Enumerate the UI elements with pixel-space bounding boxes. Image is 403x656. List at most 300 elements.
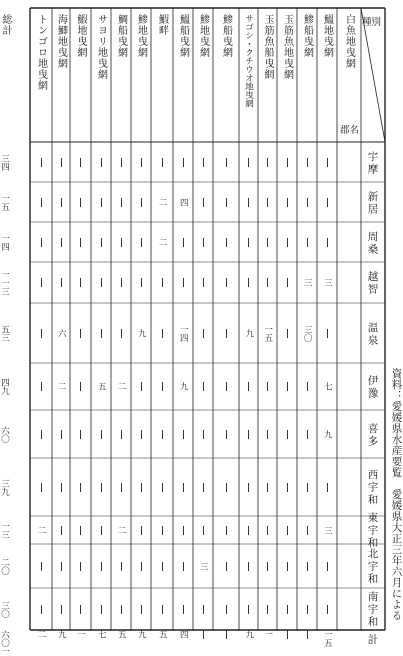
table-cell: [52, 458, 70, 516]
dash-mark: [203, 605, 204, 614]
dash-mark: [248, 382, 249, 391]
dash-mark: [203, 329, 204, 338]
dash-mark: [267, 430, 268, 439]
table-cell: [297, 458, 317, 516]
dash-mark: [226, 329, 227, 338]
table-cell: [258, 303, 277, 363]
table-cell: [91, 303, 111, 363]
table-cell: [258, 458, 277, 516]
dash-mark: [61, 483, 62, 492]
dash-mark: [183, 430, 184, 439]
dash-mark: [101, 483, 102, 492]
table-cell: [30, 458, 52, 516]
table-cell: [70, 410, 91, 458]
table-cell: [213, 410, 239, 458]
dash-mark: [327, 483, 328, 492]
table-cell: [30, 630, 52, 639]
dash-mark: [80, 430, 81, 439]
cell-value: 二: [56, 382, 67, 391]
dash-mark: [287, 430, 288, 439]
cell-value: 三: [322, 525, 333, 535]
table-cell: [70, 303, 91, 363]
cell-value: 七: [322, 382, 333, 391]
table-cell: [52, 142, 70, 182]
dash-mark: [141, 562, 142, 571]
table-cell: [131, 182, 151, 222]
table-cell: [111, 222, 131, 262]
dash-mark: [162, 526, 163, 535]
row-label: 北宇和: [366, 548, 379, 586]
table-cell: [297, 182, 317, 222]
table-cell: [131, 363, 151, 410]
dash-mark: [248, 483, 249, 492]
dash-mark: [307, 630, 308, 639]
table-cell: [131, 630, 151, 639]
dash-mark: [307, 483, 308, 492]
dash-mark: [203, 483, 204, 492]
table-cell: [213, 544, 239, 588]
dash-mark: [226, 526, 227, 535]
dash-mark: [248, 278, 249, 287]
row-label: 温泉: [366, 321, 379, 347]
column-header: 鯵地曳網: [135, 14, 147, 58]
dash-mark: [121, 605, 122, 614]
table-cell: [52, 544, 70, 588]
table-cell: [151, 544, 173, 588]
dash-mark: [121, 238, 122, 247]
dash-mark: [41, 198, 42, 207]
table-cell: [258, 142, 277, 182]
table-cell: [213, 588, 239, 630]
table-cell: [91, 142, 111, 182]
table-cell: [52, 588, 70, 630]
dash-mark: [248, 198, 249, 207]
table-cell: [239, 630, 258, 639]
dash-mark: [162, 605, 163, 614]
cell-value: 一四: [178, 324, 189, 342]
dash-mark: [287, 562, 288, 571]
dash-mark: [287, 329, 288, 338]
cell-value: 三九: [0, 478, 10, 496]
table-cell: [70, 182, 91, 222]
table-cell: [111, 516, 131, 544]
table-cell: [277, 630, 297, 639]
cell-value: 五: [157, 630, 168, 639]
dash-mark: [61, 238, 62, 247]
cell-value: 三: [198, 561, 209, 571]
dash-mark: [162, 329, 163, 338]
dash-mark: [80, 382, 81, 391]
dash-mark: [101, 430, 102, 439]
table-cell: [131, 222, 151, 262]
table-cell: [111, 303, 131, 363]
cell-value: 九: [243, 328, 254, 338]
table-cell: [193, 222, 213, 262]
table-cell: [0, 410, 9, 458]
table-cell: [70, 363, 91, 410]
table-cell: [193, 410, 213, 458]
cell-value: 三〇: [302, 324, 313, 342]
row-label: 宇摩: [366, 150, 379, 176]
dash-mark: [267, 158, 268, 167]
row-label: 新居: [366, 190, 379, 216]
cell-value: 三: [302, 278, 313, 287]
dash-mark: [287, 526, 288, 535]
table-cell: [91, 410, 111, 458]
table-cell: [131, 544, 151, 588]
dash-mark: [101, 562, 102, 571]
cell-value: 一四: [0, 233, 10, 251]
cell-value: 二: [116, 525, 127, 535]
table-cell: [317, 182, 337, 222]
table-cell: [239, 142, 258, 182]
table-cell: [0, 544, 9, 588]
table-cell: [91, 363, 111, 410]
dash-mark: [287, 238, 288, 247]
dash-mark: [80, 278, 81, 287]
dash-mark: [162, 278, 163, 287]
table-cell: [193, 458, 213, 516]
table-cell: [131, 262, 151, 303]
table-cell: [111, 363, 131, 410]
table-cell: [193, 303, 213, 363]
dash-mark: [307, 430, 308, 439]
table-cell: [213, 630, 239, 639]
dash-mark: [183, 278, 184, 287]
dash-mark: [121, 483, 122, 492]
dash-mark: [141, 238, 142, 247]
dash-mark: [226, 382, 227, 391]
dash-mark: [327, 198, 328, 207]
table-cell: [30, 544, 52, 588]
table-cell: [70, 588, 91, 630]
table-cell: [239, 410, 258, 458]
dash-mark: [226, 278, 227, 287]
dash-mark: [307, 238, 308, 247]
dash-mark: [183, 562, 184, 571]
table-cell: [91, 182, 111, 222]
table-cell: [213, 222, 239, 262]
cell-value: 一五: [262, 324, 273, 342]
table-cell: [30, 262, 52, 303]
table-cell: [297, 516, 317, 544]
cell-value: 四: [178, 197, 189, 207]
column-header: 総計: [0, 14, 11, 36]
table-cell: [277, 363, 297, 410]
dash-mark: [203, 198, 204, 207]
dash-mark: [41, 238, 42, 247]
cell-value: 一: [262, 630, 273, 639]
dash-mark: [327, 329, 328, 338]
table-cell: [131, 142, 151, 182]
dash-mark: [101, 605, 102, 614]
table-cell: [173, 588, 193, 630]
dash-mark: [203, 430, 204, 439]
table-cell: [0, 142, 9, 182]
dash-mark: [226, 562, 227, 571]
table-cell: [30, 588, 52, 630]
table-cell: [52, 630, 70, 639]
cell-value: 七: [96, 630, 107, 639]
table-cell: [193, 630, 213, 639]
column-header: サゴシ・クチウオ地曳網: [243, 14, 254, 108]
row-label: 喜多: [366, 422, 379, 448]
table-cell: [173, 410, 193, 458]
table-cell: [0, 588, 9, 630]
dash-mark: [162, 562, 163, 571]
column-header: 鰕畔: [156, 14, 168, 36]
table-cell: [91, 516, 111, 544]
table-cell: [297, 222, 317, 262]
table-cell: [173, 222, 193, 262]
dash-mark: [101, 238, 102, 247]
table-cell: [258, 588, 277, 630]
table-cell: [258, 222, 277, 262]
table-cell: [258, 410, 277, 458]
dash-mark: [80, 238, 81, 247]
dash-mark: [267, 198, 268, 207]
dash-mark: [121, 430, 122, 439]
table-cell: [151, 182, 173, 222]
table-cell: [111, 544, 131, 588]
table-cell: [193, 262, 213, 303]
table-cell: [0, 262, 9, 303]
table-cell: [317, 262, 337, 303]
table-cell: [277, 588, 297, 630]
dash-mark: [101, 526, 102, 535]
column-header: サヨリ地曳網: [95, 14, 107, 80]
table-cell: [30, 363, 52, 410]
column-header: 海鯽地曳網: [55, 14, 67, 69]
table-cell: [173, 303, 193, 363]
table-cell: [0, 363, 9, 410]
table-cell: [258, 363, 277, 410]
dash-mark: [183, 483, 184, 492]
table-cell: [258, 182, 277, 222]
row-label: 越智: [366, 271, 379, 296]
cell-value: 三四: [0, 153, 10, 171]
column-header: トンゴロ地曳網: [35, 14, 47, 91]
column-header: 鯵船曳網: [301, 14, 313, 58]
dash-mark: [80, 526, 81, 535]
table-cell: [317, 588, 337, 630]
corner-top-label: 種別: [362, 17, 382, 28]
table-cell: [52, 303, 70, 363]
table-cell: [30, 516, 52, 544]
table-cell: [193, 588, 213, 630]
cell-value: 六〇: [0, 425, 10, 443]
dash-mark: [287, 382, 288, 391]
dash-mark: [267, 278, 268, 287]
table-cell: [297, 262, 317, 303]
table-cell: [151, 588, 173, 630]
cell-value: 九: [56, 630, 67, 639]
table-cell: [70, 142, 91, 182]
cell-value: 五: [116, 630, 127, 639]
table-cell: [30, 410, 52, 458]
table-cell: [70, 222, 91, 262]
table-cell: [111, 588, 131, 630]
dash-mark: [101, 278, 102, 287]
dash-mark: [226, 198, 227, 207]
table-cell: [239, 262, 258, 303]
table-cell: [297, 410, 317, 458]
table-cell: [277, 544, 297, 588]
table-cell: [173, 142, 193, 182]
dash-mark: [226, 630, 227, 639]
column-header: 白魚地曳網: [343, 14, 355, 69]
cell-value: 一一三: [0, 269, 10, 296]
table-cell: [111, 182, 131, 222]
table-cell: [213, 516, 239, 544]
dash-mark: [101, 158, 102, 167]
cell-value: 二: [36, 525, 47, 535]
dash-mark: [248, 562, 249, 571]
dash-mark: [287, 630, 288, 639]
table-cell: [277, 142, 297, 182]
table-cell: [258, 544, 277, 588]
table-cell: [277, 410, 297, 458]
dash-mark: [267, 562, 268, 571]
cell-value: 九: [178, 382, 189, 391]
dash-mark: [41, 158, 42, 167]
dash-mark: [226, 238, 227, 247]
dash-mark: [183, 526, 184, 535]
cell-value: 三: [322, 278, 333, 287]
table-cell: [277, 222, 297, 262]
dash-mark: [248, 158, 249, 167]
table-cell: [213, 303, 239, 363]
dash-mark: [41, 382, 42, 391]
table-cell: [0, 222, 9, 262]
table-cell: [111, 630, 131, 639]
cell-value: 二: [157, 197, 168, 207]
dash-mark: [80, 158, 81, 167]
source-note: 資料：愛媛県水産要覧 愛媛県大正三年六月による: [390, 368, 403, 621]
table-cell: [239, 363, 258, 410]
dash-mark: [141, 526, 142, 535]
dash-mark: [61, 278, 62, 287]
table-cell: [131, 588, 151, 630]
dash-mark: [101, 329, 102, 338]
table-cell: [213, 363, 239, 410]
dash-mark: [162, 158, 163, 167]
row-label: 計: [366, 634, 379, 647]
table-cell: [239, 544, 258, 588]
dash-mark: [61, 605, 62, 614]
dash-mark: [203, 238, 204, 247]
dash-mark: [121, 158, 122, 167]
table-cell: [111, 458, 131, 516]
table-cell: [91, 222, 111, 262]
dash-mark: [226, 430, 227, 439]
dash-mark: [248, 430, 249, 439]
dash-mark: [203, 158, 204, 167]
table-cell: [0, 516, 9, 544]
table-cell: [258, 630, 277, 639]
dash-mark: [41, 278, 42, 287]
cell-value: 一五: [322, 630, 333, 647]
table-cell: [193, 142, 213, 182]
cell-value: 四九: [0, 378, 10, 395]
table-cell: [173, 182, 193, 222]
dash-mark: [61, 198, 62, 207]
dash-mark: [141, 278, 142, 287]
table-cell: [317, 630, 337, 647]
dash-mark: [41, 329, 42, 338]
cell-value: 一三: [0, 521, 10, 539]
table-cell: [277, 458, 297, 516]
table-cell: [151, 262, 173, 303]
table-cell: [131, 516, 151, 544]
cell-value: 九: [322, 429, 333, 439]
table-cell: [239, 516, 258, 544]
dash-mark: [141, 483, 142, 492]
table-cell: [297, 630, 317, 639]
dash-mark: [203, 278, 204, 287]
dash-mark: [327, 562, 328, 571]
dash-mark: [226, 483, 227, 492]
row-label: 西宇和: [366, 469, 379, 507]
table-cell: [297, 363, 317, 410]
table-cell: [52, 363, 70, 410]
dash-mark: [80, 562, 81, 571]
table-cell: [0, 458, 9, 516]
cell-value: 四: [178, 630, 189, 639]
table-cell: [91, 544, 111, 588]
table-cell: [277, 182, 297, 222]
column-header: 鰮船曳網: [177, 14, 189, 58]
dash-mark: [41, 483, 42, 492]
table-cell: [193, 516, 213, 544]
dash-mark: [41, 430, 42, 439]
dash-mark: [162, 382, 163, 391]
table-cell: [30, 303, 52, 363]
table-cell: [317, 303, 337, 363]
table-cell: [258, 262, 277, 303]
row-label: 伊豫: [366, 375, 379, 400]
table-cell: [239, 303, 258, 363]
dash-mark: [80, 198, 81, 207]
dash-mark: [141, 198, 142, 207]
dash-mark: [287, 278, 288, 287]
table-cell: [131, 303, 151, 363]
table-cell: [297, 544, 317, 588]
column-header: 玉筋魚地曳網: [281, 14, 293, 80]
table-cell: [30, 182, 52, 222]
dash-mark: [327, 158, 328, 167]
dash-mark: [307, 605, 308, 614]
dash-mark: [183, 158, 184, 167]
dash-mark: [141, 158, 142, 167]
table-cell: [111, 142, 131, 182]
table-cell: [70, 458, 91, 516]
dash-mark: [248, 605, 249, 614]
table-cell: [173, 516, 193, 544]
dash-mark: [267, 238, 268, 247]
table-cell: [239, 222, 258, 262]
table-cell: [30, 142, 52, 182]
table-cell: [0, 630, 9, 656]
dash-mark: [121, 562, 122, 571]
cell-value: 一: [75, 630, 86, 639]
table-cell: [277, 303, 297, 363]
dash-mark: [203, 382, 204, 391]
row-label: 周桑: [366, 230, 379, 256]
table-cell: [70, 544, 91, 588]
dash-mark: [61, 526, 62, 535]
dash-mark: [61, 430, 62, 439]
